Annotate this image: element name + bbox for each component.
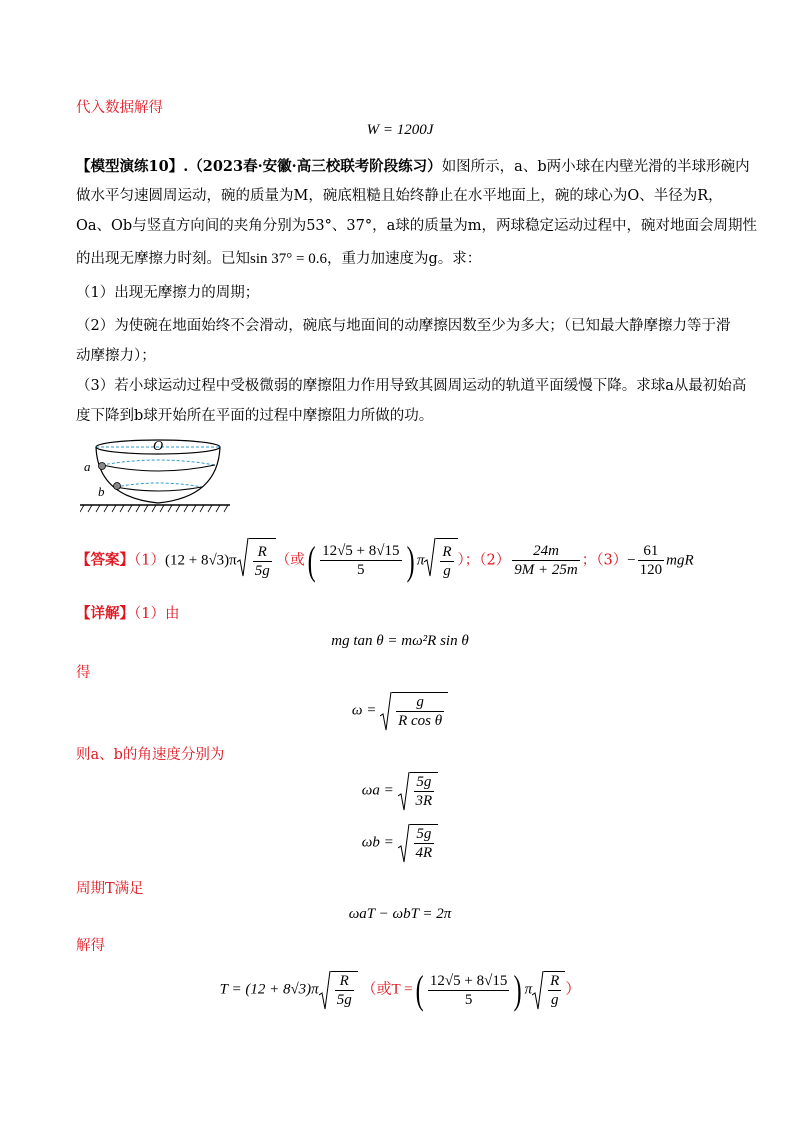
question-2b: 动摩擦力）； <box>76 348 156 364</box>
question-1: （1）出现无摩擦力的周期； <box>76 285 260 301</box>
eq6-close: ） <box>565 981 581 998</box>
problem-line1-tail: 如图所示，a、b两小球在内壁光滑的半球形碗内 <box>441 159 750 175</box>
intro-text: 代入数据解得 <box>76 100 163 116</box>
eq6-sqrt <box>319 971 358 1009</box>
answer-alt-open: （或 <box>275 552 305 569</box>
eq4-sqrt <box>398 824 439 862</box>
ball-b <box>114 483 121 490</box>
eq6-R: R <box>550 973 560 989</box>
detail-solve: 解得 <box>76 938 105 954</box>
eq5: ωaT − ωbT = 2π <box>348 906 452 922</box>
eq2-sqrt <box>380 692 448 730</box>
problem-tag: 【模型演练10】 <box>76 158 184 175</box>
eq6-g: g <box>551 992 559 1008</box>
answer-p1-den: 5g <box>254 563 270 580</box>
eq6-lhs: T = (12 + 8√3)π <box>219 981 319 998</box>
detail-line <box>76 604 179 624</box>
problem-line-3: Oa、Ob与竖直方向间的夹角分别为53°、37°，a球的质量为m，两球稳定运动过程中，碗对地面会周期性 <box>76 218 757 234</box>
answer-p3-num: 61 <box>638 542 665 561</box>
eq2-num: g <box>396 693 444 712</box>
eq6-alt: （或T = <box>361 981 413 998</box>
equation-5 <box>0 906 800 923</box>
eq6-alt-sqrt <box>532 971 565 1009</box>
answer-alt-sqrt <box>424 538 457 583</box>
answer-p2-num: 24m <box>512 542 579 561</box>
problem-line-1 <box>76 157 750 177</box>
answer-line: 【答案】（1）(12 + 8√3)π $\frac{R}{5g}$ （或( $\frac{12√5 + 8√15}{5}$ ) π $\frac{R}{g}$ ）；（2） $\frac{24m}{9M + 25m}$ ；（3）− $\frac{61}{120}$ mgR <box>76 537 694 583</box>
question-3b: 度下降到b球开始所在平面的过程中摩擦阻力所做的功。 <box>76 408 434 424</box>
answer-p1-sqrt <box>237 538 276 583</box>
equation-4 <box>0 824 800 862</box>
problem-line4a: 的出现无摩擦力时刻。已知 <box>76 251 250 267</box>
answer-alt-R: R <box>442 544 452 561</box>
answer-p1-num: R <box>253 543 272 562</box>
problem-source: .（2023春·安徽·高三校联考阶段练习） <box>183 158 442 175</box>
detail-de: 得 <box>76 665 91 681</box>
detail-tag: 【详解】 <box>76 605 134 622</box>
answer-alt-g: g <box>443 563 451 580</box>
eq3-lhs: ωa = <box>361 782 394 799</box>
label-b: b <box>98 484 105 499</box>
eq1: mg tan θ = mω²R sin θ <box>331 633 469 649</box>
answer-p1-coef: (12 + 8√3)π <box>164 552 237 569</box>
answer-alt-num: 12√5 + 8√15 <box>322 543 400 559</box>
problem-line-4 <box>76 249 481 269</box>
eq4-num: 5g <box>414 825 435 844</box>
question-3a: （3）若小球运动过程中受极微弱的摩擦阻力作用导致其圆周运动的轨道平面缓慢下降。求球a从最初始高 <box>76 378 747 394</box>
bowl-figure <box>80 435 230 517</box>
answer-tag: 【答案】 <box>76 551 134 569</box>
ball-a <box>99 463 106 470</box>
eq6-alt-num: 12√5 + 8√15 <box>429 972 508 989</box>
answer-p1: （1） <box>134 552 165 569</box>
problem-line-2: 做水平匀速圆周运动，碗的质量为M，碗底粗糙且始终静止在水平地面上，碗的球心为O、半径为R， <box>76 188 723 204</box>
equation-work <box>0 122 800 139</box>
detail-period: 周期T满足 <box>76 881 144 897</box>
answer-p2-den: 9M + 25m <box>514 562 578 578</box>
eq3-den: 3R <box>415 793 433 809</box>
detail-start: （1）由 <box>134 606 180 622</box>
answer-p3-label: ；（3） <box>581 552 628 569</box>
label-O: O <box>153 439 164 454</box>
equation-2 <box>0 692 800 730</box>
eq4-lhs: ωb = <box>361 834 394 851</box>
given-sin: sin 37° = 0.6 <box>250 251 327 267</box>
label-a: a <box>84 459 91 474</box>
answer-alt-den: 5 <box>357 562 365 578</box>
eq2-lhs: ω = <box>351 702 377 719</box>
detail-then: 则a、b的角速度分别为 <box>76 747 225 763</box>
equation-6: T = (12 + 8√3)π $\frac{R}{5g}$ （或T =( $\frac{12√5 + 8√15}{5}$ ) π $\frac{R}{g}$ ） <box>219 967 581 1012</box>
answer-p3-den: 120 <box>639 562 663 578</box>
eq6-num: R <box>335 972 354 991</box>
eq3-sqrt <box>398 772 439 810</box>
equation-3 <box>0 772 800 810</box>
question-2a: （2）为使碗在地面始终不会滑动，碗底与地面间的动摩擦因数至少为多大；（已知最大静摩擦力等于滑 <box>76 318 731 334</box>
eq6-alt-den: 5 <box>464 991 473 1008</box>
eq-w: W = 1200J <box>366 122 434 138</box>
eq2-den: R cos θ <box>398 713 443 729</box>
answer-p3-tail: mgR <box>666 552 694 569</box>
answer-p2-label: ）；（2） <box>457 552 511 569</box>
eq3-num: 5g <box>414 773 435 792</box>
problem-line4b: ，重力加速度为g。求： <box>326 251 482 267</box>
eq4-den: 4R <box>415 845 433 861</box>
eq6-den: 5g <box>336 992 352 1008</box>
equation-1 <box>0 633 800 650</box>
